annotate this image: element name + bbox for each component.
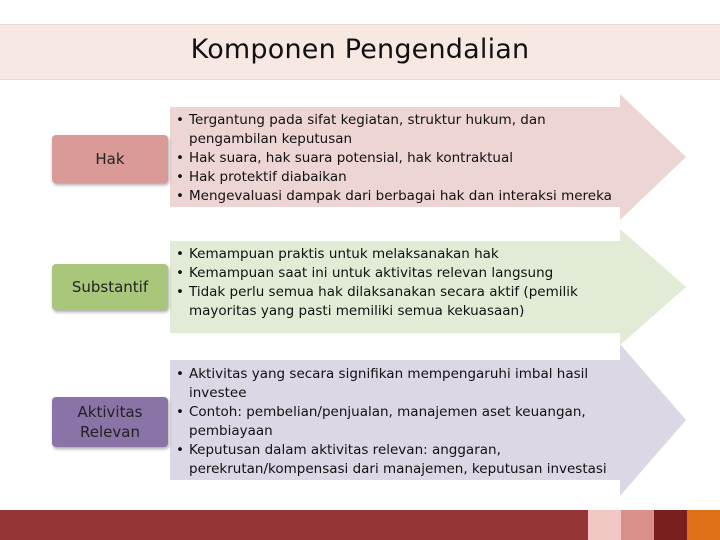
- bullet-item: • Keputusan dalam aktivitas relevan: anggaran, perekrutan/kompensasi dari manajemen, keputusan investasi: [172, 441, 620, 479]
- bullet-item: • Kemampuan praktis untuk melaksanakan hak: [172, 245, 592, 264]
- bullet-item: • Tidak perlu semua hak dilaksanakan secara aktif (pemilik mayoritas yang pasti memiliki semua kekuasaan): [172, 283, 592, 321]
- footer-square: [654, 510, 687, 540]
- page-title: Komponen Pengendalian: [190, 34, 530, 65]
- footer-square: [687, 510, 720, 540]
- label-aktivitas-relevan: [52, 397, 168, 447]
- label-text-substantif: Substantif: [71, 278, 149, 296]
- bullet-item: • Tergantung pada sifat kegiatan, struktur hukum, dan pengambilan keputusan: [172, 111, 620, 149]
- bullet-list-aktivitas-relevan: [172, 365, 620, 479]
- bullet-item: • Contoh: pembelian/penjualan, manajemen aset keuangan, pembiayaan: [172, 403, 620, 441]
- bullet-item: • Mengevaluasi dampak dari berbagai hak dan interaksi mereka: [172, 187, 620, 206]
- bullet-item: • Hak protektif diabaikan: [172, 168, 620, 187]
- label-text-hak: Hak: [95, 150, 125, 168]
- label-hak: [52, 135, 168, 183]
- bullet-item: • Aktivitas yang secara signifikan mempengaruhi imbal hasil investee: [172, 365, 620, 403]
- label-text-aktivitas-relevan: Aktivitas Relevan: [77, 403, 143, 441]
- bullet-item: • Kemampuan saat ini untuk aktivitas relevan langsung: [172, 264, 592, 283]
- bullet-item: • Hak suara, hak suara potensial, hak kontraktual: [172, 149, 620, 168]
- bullet-list-substantif: [172, 245, 592, 321]
- footer-square: [588, 510, 621, 540]
- footer-square: [621, 510, 654, 540]
- bullet-list-hak: [172, 111, 620, 206]
- label-substantif: [52, 264, 168, 310]
